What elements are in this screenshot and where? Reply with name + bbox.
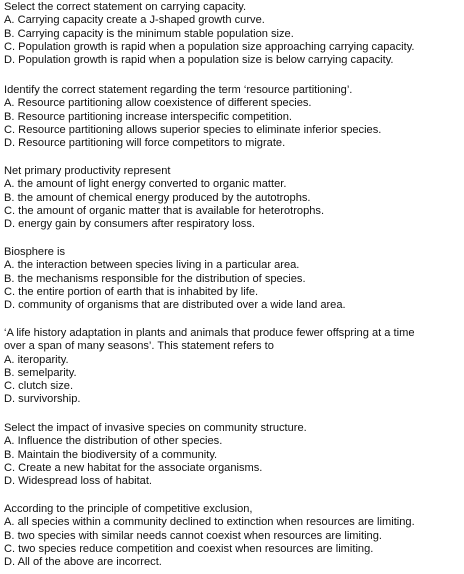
option-c: C. Create a new habitat for the associate organisms. xyxy=(4,461,263,474)
option-c: C. the entire portion of earth that is inhabited by life. xyxy=(4,285,259,298)
question-stem: ‘A life history adaptation in plants and animals that produce fewer offspring at a time xyxy=(4,327,415,339)
question-5 xyxy=(4,327,462,407)
option-c: C. the amount of organic matter that is available for heterotrophs. xyxy=(4,204,325,217)
option-d: D. survivorship. xyxy=(4,393,81,406)
option-d: D. Resource partitioning will force competitors to migrate. xyxy=(4,137,286,150)
option-b: B. Carrying capacity is the minimum stable population size. xyxy=(4,27,294,40)
option-b: B. Resource partitioning increase interspecific competition. xyxy=(4,110,292,123)
option-b: B. two species with similar needs cannot coexist when resources are limiting. xyxy=(4,529,382,542)
option-d: D. Widespread loss of habitat. xyxy=(4,475,152,488)
question-2 xyxy=(4,84,462,150)
option-d: D. energy gain by consumers after respiratory loss. xyxy=(4,218,255,231)
option-c: C. Population growth is rapid when a population size approaching carrying capacity. xyxy=(4,40,415,53)
option-a: A. all species within a community declined to extinction when resources are limiting. xyxy=(4,516,415,529)
option-b: B. the mechanisms responsible for the distribution of species. xyxy=(4,272,306,285)
option-a: A. Carrying capacity create a J-shaped growth curve. xyxy=(4,14,265,27)
question-1 xyxy=(4,1,462,67)
question-6 xyxy=(4,422,462,488)
question-stem-continued: over a span of many seasons’. This statement refers to xyxy=(4,340,274,353)
option-a: A. the interaction between species living in a particular area. xyxy=(4,259,300,272)
option-a: A. Resource partitioning allow coexistence of different species. xyxy=(4,97,312,110)
option-b: B. Maintain the biodiversity of a community. xyxy=(4,448,218,461)
question-stem: Identify the correct statement regarding the term ‘resource partitioning’. xyxy=(4,84,353,96)
option-d: D. Population growth is rapid when a population size is below carrying capacity. xyxy=(4,54,394,67)
option-a: A. the amount of light energy converted to organic matter. xyxy=(4,178,287,191)
option-c: C. two species reduce competition and coexist when resources are limiting. xyxy=(4,542,374,555)
option-c: C. Resource partitioning allows superior species to eliminate inferior species. xyxy=(4,123,382,136)
question-stem: Select the correct statement on carrying capacity. xyxy=(4,1,247,13)
option-a: A. Influence the distribution of other species. xyxy=(4,435,223,448)
question-stem: Biosphere is xyxy=(4,246,66,258)
option-d: D. All of the above are incorrect. xyxy=(4,556,162,569)
question-7 xyxy=(4,503,462,569)
question-4 xyxy=(4,246,462,312)
option-b: B. semelparity. xyxy=(4,366,77,379)
question-stem: According to the principle of competitive exclusion, xyxy=(4,503,253,515)
option-b: B. the amount of chemical energy produced by the autotrophs. xyxy=(4,191,311,204)
option-c: C. clutch size. xyxy=(4,380,74,393)
question-3 xyxy=(4,165,462,231)
question-stem: Select the impact of invasive species on community structure. xyxy=(4,422,307,434)
question-stem: Net primary productivity represent xyxy=(4,165,171,177)
option-a: A. iteroparity. xyxy=(4,353,69,366)
option-d: D. community of organisms that are distributed over a wide land area. xyxy=(4,299,346,312)
